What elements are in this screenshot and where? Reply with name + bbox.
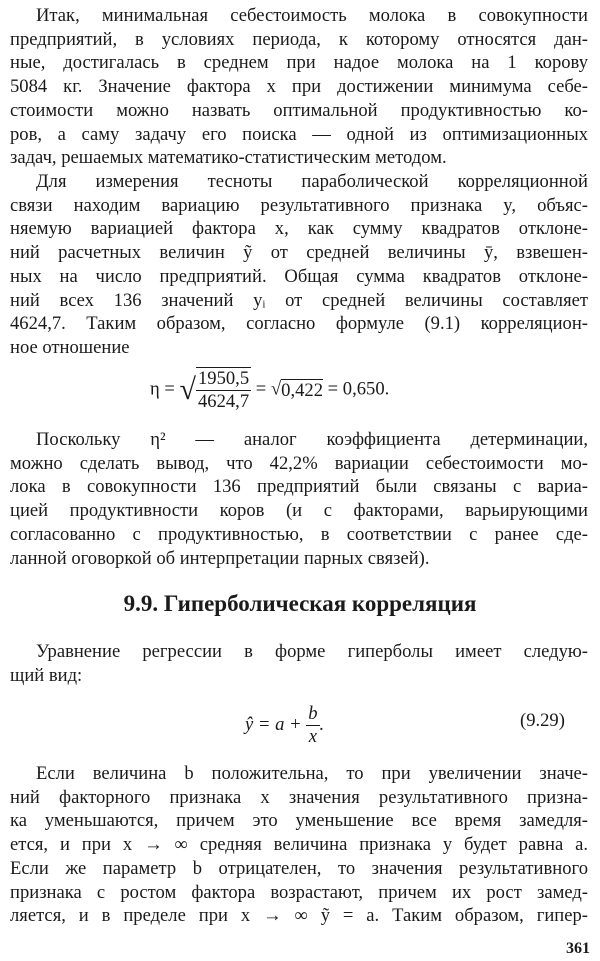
text-line: можно сделать вывод, что 42,2% вариации себестоимости мо- xyxy=(10,452,588,474)
sqrt-sign: √ xyxy=(179,373,196,406)
text-line: Если же параметр b отрицателен, то значения результативного xyxy=(10,857,588,879)
text-line: ров, а саму задачу его поиска — одной из оптимизационных xyxy=(10,123,588,145)
text-line: ные, достигалась в среднем при надое молока на 1 корову xyxy=(10,52,588,74)
page-number: 361 xyxy=(566,940,590,957)
denominator: x xyxy=(308,726,318,747)
text-line: Итак, минимальная себестоимость молока в совокупности xyxy=(36,5,588,26)
text-line: 5084 кг. Значение фактора x при достижении минимума себе- xyxy=(10,76,588,98)
text-line: ется, и при x → ∞ средняя величина признака y будет равна a. xyxy=(10,834,588,856)
text-line: 4624,7. Таким образом, согласно формуле (9.1) корреляцион- xyxy=(10,313,588,335)
text-line: Уравнение регрессии в форме гиперболы имеет следую- xyxy=(36,641,588,662)
text-line: ланной оговоркой об интерпретации парных связей). xyxy=(10,547,430,569)
paragraph-5 xyxy=(10,762,588,928)
hyperbola-formula xyxy=(245,703,324,748)
section-heading: 9.9. Гиперболическая корреляция xyxy=(123,591,477,616)
numerator: b xyxy=(308,703,318,724)
text-line: ний расчетных величин ỹ от средней величины ȳ, взвешен- xyxy=(10,242,588,264)
text-line: связи находим вариацию результативного признака y, объяс- xyxy=(10,194,588,216)
text-line: согласованно с продуктивностью, в соответствии с ранее сде- xyxy=(10,523,588,545)
text-line: ний факторного признака x значения результативного призна- xyxy=(10,786,588,808)
sqrt-sign: √ xyxy=(270,378,282,400)
numerator: 1950,5 xyxy=(197,368,250,389)
formula-lhs: ŷ = a + xyxy=(245,713,302,735)
denominator: 4624,7 xyxy=(197,391,250,412)
text-line: ка уменьшаются, причем это уменьшение все время замедля- xyxy=(10,810,588,832)
paragraph-4 xyxy=(10,640,588,687)
text-line: ний всех 136 значений yᵢ от средней величины составляет xyxy=(10,289,588,311)
text-line: цией продуктивности коров (и с факторами, варьирующими xyxy=(10,500,588,522)
text-line: лока в совокупности 136 предприятий были связаны с вариа- xyxy=(10,476,588,498)
paragraph-3 xyxy=(10,428,588,570)
text-line: стоимости можно назвать оптимальной продуктивностью ко- xyxy=(10,99,588,121)
formula-lhs: η = xyxy=(150,378,175,400)
text-line: Поскольку η² — аналог коэффициента детерминации, xyxy=(36,429,588,450)
paragraph-2 xyxy=(10,170,588,360)
text-line: няемую вариацией фактора x, как сумму квадратов отклоне- xyxy=(10,218,588,240)
text-line: признака с ростом фактора возрастают, причем их рост замед- xyxy=(10,881,588,903)
fraction xyxy=(196,367,251,413)
text-line: предприятий, в условиях периода, к которому относятся дан- xyxy=(10,28,588,50)
text-line: Если величина b положительна, то при увеличении значе- xyxy=(36,763,588,784)
text-line: ляется, и в пределе при x → ∞ ỹ = a. Таким образом, гипер- xyxy=(10,905,588,927)
text-line: Для измерения тесноты параболической корреляционной xyxy=(36,171,588,192)
equals-sign: = xyxy=(255,378,267,400)
text-line: задач, решаемых математико-статистическим методом. xyxy=(10,147,447,169)
eta-formula xyxy=(150,367,389,413)
formula-tail: . xyxy=(319,713,325,735)
fraction xyxy=(306,703,319,748)
result: = 0,650. xyxy=(327,378,390,400)
text-line: ное отношение xyxy=(10,336,130,358)
text-line: щий вид: xyxy=(10,664,83,686)
sqrt-value: 0,422 xyxy=(281,379,323,401)
paragraph-1 xyxy=(10,4,588,170)
equation-number: (9.29) xyxy=(520,710,565,731)
text-line: ных на число предприятий. Общая сумма квадратов отклоне- xyxy=(10,265,588,287)
